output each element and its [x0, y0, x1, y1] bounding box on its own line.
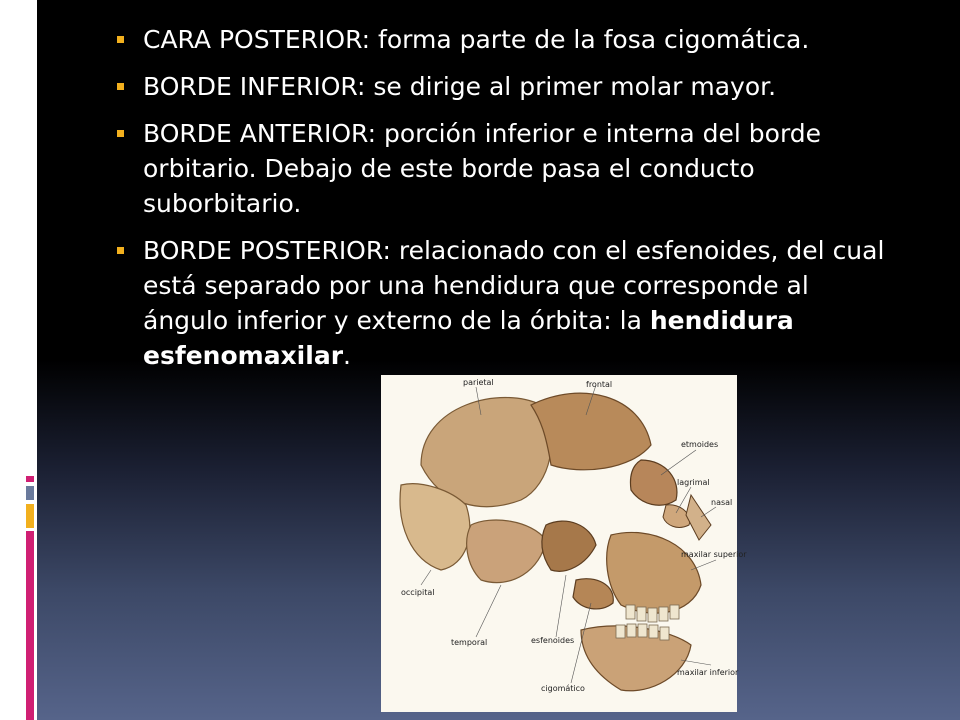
bullet-text: CARA POSTERIOR: forma parte de la fosa cigomática.: [143, 25, 810, 54]
sphenoid-bone: [542, 521, 596, 571]
zygomatic-bone: [573, 579, 613, 609]
bullet-marker-icon: [117, 130, 124, 137]
temporal-bone: [467, 520, 546, 583]
bullet-item-cara-posterior: [110, 22, 900, 57]
lacrimal-bone: [663, 505, 690, 528]
nasal-bone: [686, 495, 711, 540]
ethmoid-bone: [630, 460, 676, 505]
label-occipital: occipital: [401, 588, 435, 597]
label-etmoides: etmoides: [681, 440, 719, 449]
label-lagrimal: lagrimal: [677, 478, 710, 487]
accent-bar-blue: [26, 486, 34, 500]
accent-bar-yellow: [26, 504, 34, 528]
label-parietal: parietal: [463, 378, 494, 387]
label-esfenoides: esfenoides: [531, 636, 575, 645]
accent-bar-pink-top: [26, 476, 34, 482]
bullet-list: [110, 22, 900, 385]
bullet-text-bold: hendidura esfenomaxilar: [143, 306, 794, 370]
label-frontal: frontal: [586, 380, 613, 389]
accent-bar-pink-bottom: [26, 531, 34, 720]
skull-drawing: [381, 375, 747, 712]
bullet-text-end: .: [343, 341, 351, 370]
bullet-marker-icon: [117, 36, 124, 43]
maxilla-bone: [607, 532, 701, 613]
bullet-item-borde-anterior: [110, 116, 900, 221]
bullet-marker-icon: [117, 247, 124, 254]
bullet-marker-icon: [117, 83, 124, 90]
bullet-text-start: BORDE POSTERIOR: relacionado con el esfenoides, del cual está separado por una hendidura que corresponde al ángulo inferior y externo de la órbita: la: [143, 236, 885, 335]
label-nasal: nasal: [711, 498, 733, 507]
bullet-text: BORDE ANTERIOR: porción inferior e interna del borde orbitario. Debajo de este borde pasa el conducto suborbitario.: [143, 119, 822, 218]
label-temporal: temporal: [451, 638, 488, 647]
label-maxilar-superior: maxilar superior: [681, 550, 747, 559]
skull-bones-illustration: [381, 375, 747, 712]
label-maxilar-inferior: maxilar inferior: [677, 668, 739, 677]
bullet-item-borde-posterior: [110, 233, 900, 373]
bullet-text: BORDE INFERIOR: se dirige al primer molar mayor.: [143, 72, 777, 101]
label-cigomatico: cigomático: [541, 684, 585, 693]
bullet-item-borde-inferior: [110, 69, 900, 104]
